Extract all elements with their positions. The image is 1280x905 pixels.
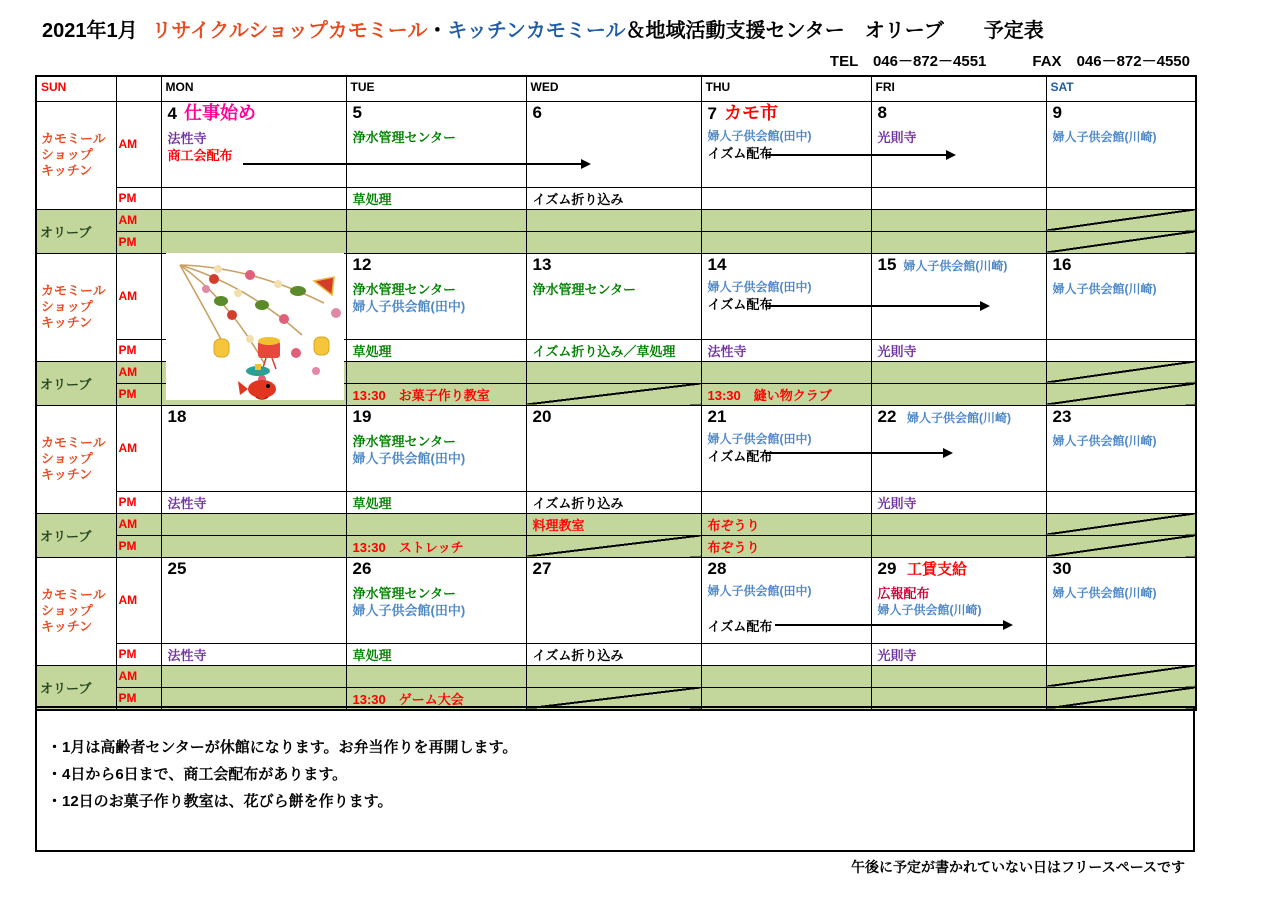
pm-cell (346, 643, 526, 665)
event: 浄水管理センター (352, 585, 456, 601)
title-dot: ・ (427, 20, 448, 42)
olive-event: 13:30 縫い物クラブ (707, 387, 832, 403)
pm-cell (871, 643, 1046, 665)
event: イズム折り込み (532, 191, 624, 207)
col-header-blank (116, 76, 161, 101)
day-cell-jan15 (871, 253, 1046, 339)
am-label: AM (116, 405, 161, 491)
pm-cell (526, 491, 701, 513)
title-rest: ＆地域活動支援センター オリーブ 予定表 (625, 20, 1044, 42)
day-cell-jan28 (701, 557, 871, 643)
event: 婦人子供会館(田中) (352, 602, 466, 618)
pm-cell (1046, 187, 1196, 209)
day-number: 6 (532, 102, 542, 122)
olive-am-cell (526, 513, 701, 535)
olive-am-cell (701, 209, 871, 231)
pm-cell (346, 491, 526, 513)
olive-am-cell-closed (1046, 513, 1196, 535)
pm-cell (701, 339, 871, 361)
arrow-right-icon (243, 163, 588, 165)
day-cell-jan23 (1046, 405, 1196, 491)
day-number: 12 (352, 254, 372, 274)
olive-am-cell (526, 361, 701, 383)
am-label: AM (116, 253, 161, 339)
row-label-olive: オリーブ (36, 209, 116, 253)
olive-am-cell (161, 665, 346, 687)
event: 光則寺 (877, 647, 917, 663)
event: 光則寺 (877, 129, 917, 145)
olive-pm-cell-closed (526, 383, 701, 405)
pm-cell (526, 187, 701, 209)
olive-am-cell (871, 209, 1046, 231)
day-cell-jan26 (346, 557, 526, 643)
olive-pm-cell (701, 231, 871, 253)
olive-am-cell (161, 513, 346, 535)
day-cell-jan21 (701, 405, 871, 491)
pm-cell (871, 187, 1046, 209)
weekday-header-row (36, 76, 1196, 101)
pm-label: PM (116, 643, 161, 665)
olive-pm-cell (526, 231, 701, 253)
event: 草処理 (352, 647, 392, 663)
event: イズム折り込み (532, 647, 624, 663)
pm-label: PM (116, 231, 161, 253)
olive-pm-cell (701, 535, 871, 557)
pm-label: PM (116, 339, 161, 361)
event: 法性寺 (167, 647, 207, 663)
olive-event: 13:30 ストレッチ (352, 539, 464, 555)
day-number: 13 (532, 254, 552, 274)
event: 光則寺 (877, 495, 917, 511)
event: 浄水管理センター (352, 281, 456, 297)
day-cell-jan27 (526, 557, 701, 643)
olive-pm-cell (346, 231, 526, 253)
event: 浄水管理センター (352, 433, 456, 449)
am-label: AM (116, 513, 161, 535)
event: 婦人子供会館(川崎) (1052, 281, 1157, 296)
olive-am-cell (346, 209, 526, 231)
pm-label: PM (116, 383, 161, 405)
pm-cell (1046, 491, 1196, 513)
olive-event: 13:30 ゲーム大会 (352, 691, 464, 707)
pm-label: PM (116, 491, 161, 513)
event: 婦人子供会館(川崎) (903, 258, 1008, 273)
am-label: AM (116, 361, 161, 383)
day-cell-jan30 (1046, 557, 1196, 643)
col-header-thu: THU (701, 76, 871, 101)
event: 婦人子供会館(田中) (707, 583, 812, 598)
title-kitchen: キッチンカモミール (447, 20, 626, 42)
olive-am-cell-closed (1046, 209, 1196, 231)
row-label-olive: オリーブ (36, 665, 116, 710)
row-label-chamomile: カモミール ショップ キッチン (36, 253, 116, 361)
day-number: 15 (877, 254, 897, 274)
day-cell-jan12 (346, 253, 526, 339)
arrow-right-icon (765, 452, 950, 454)
tel-number: TEL 046－872－4551 (829, 53, 987, 70)
day-cell-jan18 (161, 405, 346, 491)
arrow-right-icon (765, 305, 987, 307)
day-number: 19 (352, 406, 372, 426)
pm-cell (346, 187, 526, 209)
event: 婦人子供会館(川崎) (1052, 585, 1157, 600)
pm-cell (161, 187, 346, 209)
pm-cell (871, 491, 1046, 513)
olive-am-cell (161, 209, 346, 231)
row-label-olive: オリーブ (36, 513, 116, 557)
day-badge: 工賃支給 (907, 560, 968, 578)
olive-am-cell (526, 209, 701, 231)
pm-cell (161, 643, 346, 665)
event: イズム折り込み／草処理 (532, 343, 676, 359)
olive-am-cell (871, 513, 1046, 535)
note-line: ・12日のお菓子作り教室は、花びら餅を作ります。 (47, 793, 393, 810)
day-number: 20 (532, 406, 552, 426)
olive-pm-cell (871, 231, 1046, 253)
day-number: 28 (707, 558, 727, 578)
olive-event: 13:30 お菓子作り教室 (352, 387, 490, 403)
day-number: 23 (1052, 406, 1072, 426)
olive-am-cell (701, 361, 871, 383)
event: 婦人子供会館(田中) (707, 431, 812, 446)
pm-label: PM (116, 187, 161, 209)
event: 婦人子供会館(川崎) (907, 410, 1012, 425)
event: 婦人子供会館(田中) (707, 128, 812, 143)
note-line: ・1月は高齢者センターが休館になります。お弁当作りを再開します。 (47, 739, 518, 756)
day-number: 9 (1052, 102, 1062, 122)
title-month: 2021年1月 (42, 20, 138, 42)
day-cell-jan14 (701, 253, 871, 339)
pm-label: PM (116, 535, 161, 557)
am-label: AM (116, 101, 161, 187)
olive-am-cell (701, 665, 871, 687)
olive-am-cell-closed (1046, 665, 1196, 687)
event: 草処理 (352, 495, 392, 511)
day-number: 5 (352, 102, 362, 122)
pm-cell (526, 339, 701, 361)
olive-am-cell (701, 513, 871, 535)
olive-pm-cell (161, 231, 346, 253)
day-cell-jan20 (526, 405, 701, 491)
event: イズム配布 (707, 296, 773, 312)
day-number: 14 (707, 254, 727, 274)
day-number: 22 (877, 406, 897, 426)
footer-note: 午後に予定が書かれていない日はフリースペースです (850, 859, 1185, 875)
olive-pm-cell-closed (1046, 535, 1196, 557)
arrow-right-icon (775, 624, 1010, 626)
olive-am-cell-closed (1046, 361, 1196, 383)
pm-cell (1046, 339, 1196, 361)
event: 婦人子供会館(川崎) (877, 602, 982, 617)
olive-event: 布ぞうり (707, 539, 760, 555)
col-header-wed: WED (526, 76, 701, 101)
event: 法性寺 (167, 495, 207, 511)
note-line: ・4日から6日まで、商工会配布があります。 (47, 766, 348, 783)
olive-pm-cell (871, 535, 1046, 557)
olive-am-cell (871, 361, 1046, 383)
olive-pm-cell (871, 383, 1046, 405)
olive-am-cell (346, 513, 526, 535)
day-number: 4 (167, 103, 177, 123)
arrow-right-icon (765, 154, 953, 156)
pm-cell (701, 491, 871, 513)
day-badge: 仕事始め (183, 102, 256, 123)
day-cell-jan9 (1046, 101, 1196, 187)
olive-am-cell (346, 361, 526, 383)
pm-cell (701, 187, 871, 209)
event: イズム配布 (707, 448, 773, 464)
olive-pm-cell (161, 535, 346, 557)
olive-am-cell (871, 665, 1046, 687)
pm-cell (526, 643, 701, 665)
day-cell-jan13 (526, 253, 701, 339)
day-cell-jan16 (1046, 253, 1196, 339)
olive-pm-cell-closed (526, 535, 701, 557)
row-label-chamomile: カモミール ショップ キッチン (36, 405, 116, 513)
day-cell-jan4 (161, 101, 346, 187)
olive-pm-cell (346, 383, 526, 405)
event: 浄水管理センター (532, 281, 636, 297)
notes-box (35, 706, 1195, 852)
col-header-fri: FRI (871, 76, 1046, 101)
calendar (35, 75, 1195, 711)
event: 婦人子供会館(川崎) (1052, 433, 1157, 448)
day-number: 29 (877, 558, 897, 578)
event: 婦人子供会館(田中) (352, 298, 466, 314)
day-number: 25 (167, 558, 187, 578)
title-recycle-shop: リサイクルショップカモミール (151, 20, 428, 42)
day-number: 27 (532, 558, 552, 578)
row-label-chamomile: カモミール ショップ キッチン (36, 557, 116, 665)
pm-cell (701, 643, 871, 665)
am-label: AM (116, 557, 161, 643)
am-label: AM (116, 209, 161, 231)
event: 婦人子供会館(田中) (707, 279, 812, 294)
day-badge: カモ市 (723, 102, 778, 123)
olive-pm-cell-closed (1046, 383, 1196, 405)
fax-number: FAX 046－872－4550 (1032, 53, 1190, 70)
am-label: AM (116, 665, 161, 687)
col-header-sun: SUN (36, 76, 116, 101)
pm-label: PM (116, 687, 161, 710)
event: 婦人子供会館(川崎) (1052, 129, 1157, 144)
day-cell-jan5 (346, 101, 526, 187)
row-label-chamomile: カモミール ショップ キッチン (36, 101, 116, 209)
day-number: 21 (707, 406, 727, 426)
event: 浄水管理センター (352, 129, 456, 145)
olive-am-cell (346, 665, 526, 687)
olive-pm-cell (346, 535, 526, 557)
day-cell-jan8 (871, 101, 1046, 187)
day-number: 30 (1052, 558, 1072, 578)
pm-cell (1046, 643, 1196, 665)
event: 広報配布 (877, 585, 930, 601)
row-label-olive: オリーブ (36, 361, 116, 405)
new-year-decoration-image (166, 253, 344, 400)
day-number: 8 (877, 102, 887, 122)
day-number: 26 (352, 558, 372, 578)
pm-cell (346, 339, 526, 361)
event: 草処理 (352, 343, 392, 359)
event: イズム配布 (707, 618, 773, 634)
olive-am-cell (526, 665, 701, 687)
col-header-sat: SAT (1046, 76, 1196, 101)
pm-cell (161, 491, 346, 513)
day-number: 16 (1052, 254, 1072, 274)
event: 草処理 (352, 191, 392, 207)
event: イズム折り込み (532, 495, 624, 511)
contact-info (830, 50, 1190, 71)
event: 法性寺 (707, 343, 747, 359)
col-header-tue: TUE (346, 76, 526, 101)
day-cell-jan19 (346, 405, 526, 491)
day-cell-jan29 (871, 557, 1046, 643)
event: 婦人子供会館(田中) (352, 450, 466, 466)
day-cell-jan6 (526, 101, 701, 187)
day-cell-jan25 (161, 557, 346, 643)
olive-event: 布ぞうり (707, 517, 760, 533)
olive-event: 料理教室 (532, 517, 585, 533)
pm-cell (871, 339, 1046, 361)
day-number: 18 (167, 406, 187, 426)
olive-pm-cell (701, 383, 871, 405)
page-title (42, 14, 1044, 43)
day-cell-jan22 (871, 405, 1046, 491)
day-number: 7 (707, 103, 717, 123)
event: 光則寺 (877, 343, 917, 359)
olive-pm-cell-closed (1046, 231, 1196, 253)
event: イズム配布 (707, 145, 773, 161)
day-cell-jan7 (701, 101, 871, 187)
col-header-mon: MON (161, 76, 346, 101)
event: 法性寺 (167, 130, 207, 146)
event: 商工会配布 (167, 147, 233, 163)
